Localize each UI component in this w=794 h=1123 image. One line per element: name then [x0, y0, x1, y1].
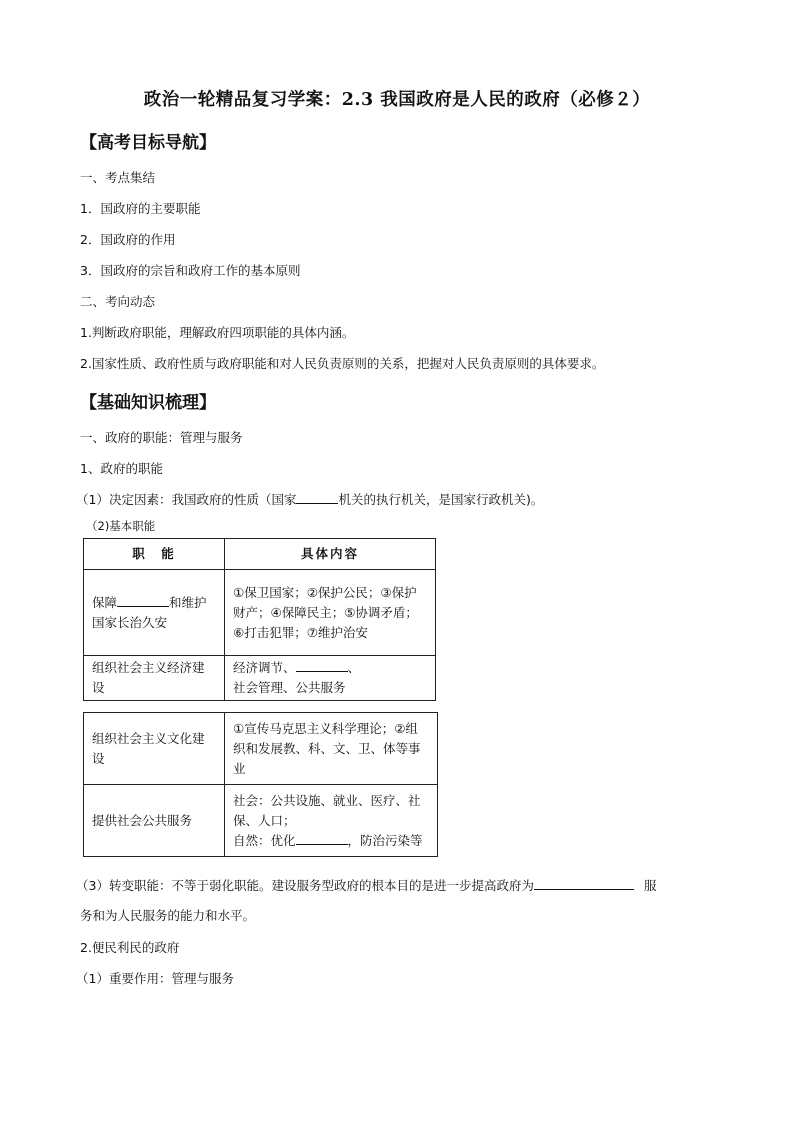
trend-2: 2.国家性质、政府性质与政府职能和对人民负责原则的关系，把握对人民负责原则的具体要求。: [80, 356, 605, 371]
func-text-b: 和维护国家长治久安: [92, 594, 207, 630]
content-text-b: 自然：优化: [233, 832, 296, 848]
trend-1: 1.判断政府职能，理解政府四项职能的具体内涵。: [80, 325, 355, 340]
fill-blank[interactable]: [117, 594, 169, 607]
table-cell-content: [225, 785, 438, 857]
functions-table-2: [83, 712, 438, 857]
subheading-key-points: 一、考点集结: [80, 170, 156, 185]
determining-factor-text-b: 机关的执行机关，是国家行政机关)。: [338, 492, 544, 507]
table-cell-function: 组织社会主义文化建设: [84, 713, 225, 785]
important-role: （1）重要作用：管理与服务: [76, 971, 234, 986]
table-header-function: 职 能: [84, 539, 225, 570]
table-row: [84, 656, 436, 701]
section-heading-goals: 【高考目标导航】: [80, 133, 216, 153]
subheading-functions: 一、政府的职能：管理与服务: [80, 430, 243, 445]
func-text-a: 保障: [92, 594, 118, 610]
item-convenient-government: 2.便民利民的政府: [80, 940, 180, 955]
table-header-row: [84, 539, 436, 570]
table-cell-function: [84, 570, 225, 656]
subheading-trends: 二、考向动态: [80, 294, 156, 309]
key-point-3: 3．国政府的宗旨和政府工作的基本原则: [80, 263, 301, 278]
fill-blank[interactable]: [296, 659, 348, 672]
page-title: 政治一轮精品复习学案：2.3 我国政府是人民的政府（必修２）: [143, 90, 651, 110]
content-text-b: 、: [347, 660, 361, 675]
functions-table-1: [83, 538, 436, 701]
table-header-content: 具体内容: [225, 539, 436, 570]
fill-blank[interactable]: [296, 832, 348, 845]
transform-text-a: （3）转变职能：不等于弱化职能。建设服务型政府的根本目的是进一步提高政府为: [76, 878, 534, 893]
basic-functions-label: （2)基本职能: [86, 519, 156, 533]
transform-text-b: 服: [643, 878, 657, 893]
key-point-1: 1．国政府的主要职能: [80, 201, 201, 216]
key-point-2: 2．国政府的作用: [80, 232, 176, 247]
table-cell-function: 提供社会公共服务: [84, 785, 225, 857]
fill-blank[interactable]: [534, 877, 634, 890]
table-cell-content: ①保卫国家；②保护公民；③保护财产；④保障民主；⑤协调矛盾；⑥打击犯罪；⑦维护治安: [225, 570, 436, 656]
table-cell-function: 组织社会主义经济建设: [84, 656, 225, 701]
content-text-c: 社会管理、公共服务: [233, 680, 346, 695]
table-cell-content: [225, 656, 436, 701]
section-heading-basics: 【基础知识梳理】: [80, 393, 216, 413]
transform-functions: [76, 876, 656, 894]
item-government-functions: 1、政府的职能: [80, 461, 163, 476]
table-row: [84, 785, 438, 857]
content-text-a: 经济调节、: [233, 660, 296, 675]
determining-factor-text-a: （1）决定因素：我国政府的性质（国家: [76, 492, 297, 507]
table-row: [84, 713, 438, 785]
table-row: [84, 570, 436, 656]
content-text-c: ，防治污染等: [347, 832, 423, 848]
transform-continued: 务和为人民服务的能力和水平。: [80, 908, 256, 923]
determining-factor: [76, 490, 543, 508]
content-text-a: 社会：公共设施、就业、医疗、社保、人口；: [233, 792, 421, 828]
table-cell-content: ①宣传马克思主义科学理论；②组织和发展教、科、文、卫、体等事业: [225, 713, 438, 785]
fill-blank[interactable]: [296, 491, 338, 504]
